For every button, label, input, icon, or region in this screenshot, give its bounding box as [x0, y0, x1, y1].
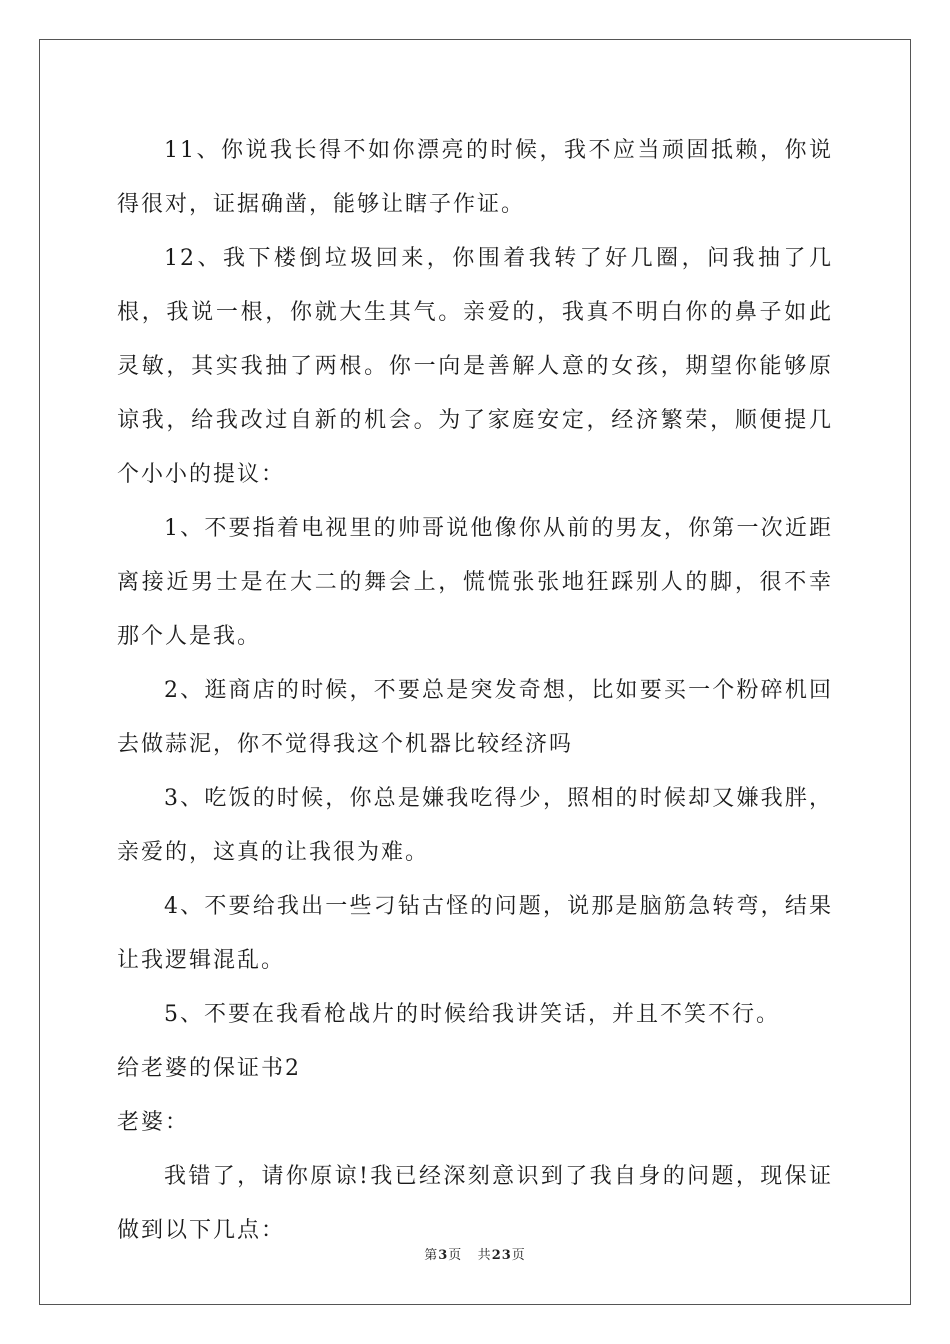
section-title: 给老婆的保证书2 — [117, 1056, 301, 1081]
page-prefix: 第 — [424, 1248, 439, 1263]
suggestion-1: 1、不要指着电视里的帅哥说他像你从前的男友，你第一次近距离接近男士是在大二的舞会上，慌慌张张地狂踩别人的脚，很不幸那个人是我。 — [117, 516, 833, 649]
paragraph-12: 12、我下楼倒垃圾回来，你围着我转了好几圈，问我抽了几根，我说一根，你就大生其气。亲爱的，我真不明白你的鼻子如此灵敏，其实我抽了两根。你一向是善解人意的女孩，期望你能够原谅我，给我改过自新的机会。为了家庭安定，经济繁荣，顺便提几个小小的提议： — [117, 246, 833, 487]
suggestion-3: 3、吃饭的时候，你总是嫌我吃得少，照相的时候却又嫌我胖，亲爱的，这真的让我很为难。 — [117, 786, 833, 865]
page-number: 3 — [438, 1248, 449, 1263]
salutation: 老婆： — [117, 1110, 190, 1135]
apology-paragraph: 我错了，请你原谅!我已经深刻意识到了我自身的问题，现保证做到以下几点： — [117, 1164, 833, 1243]
paragraph-11: 11、你说我长得不如你漂亮的时候，我不应当顽固抵赖，你说得很对，证据确凿，能够让瞎子作证。 — [117, 138, 833, 217]
suggestion-4: 4、不要给我出一些刁钻古怪的问题，说那是脑筋急转弯，结果让我逻辑混乱。 — [117, 894, 833, 973]
page-footer — [0, 1244, 950, 1263]
page-unit: 页 — [448, 1248, 463, 1263]
total-prefix: 共 — [477, 1248, 492, 1263]
suggestion-2: 2、逛商店的时候，不要总是突发奇想，比如要买一个粉碎机回去做蒜泥，你不觉得我这个机器比较经济吗 — [117, 678, 833, 757]
suggestion-5: 5、不要在我看枪战片的时候给我讲笑话，并且不笑不行。 — [164, 1002, 780, 1027]
total-pages: 23 — [491, 1248, 512, 1263]
document-body — [117, 124, 833, 1258]
total-unit: 页 — [511, 1248, 526, 1263]
